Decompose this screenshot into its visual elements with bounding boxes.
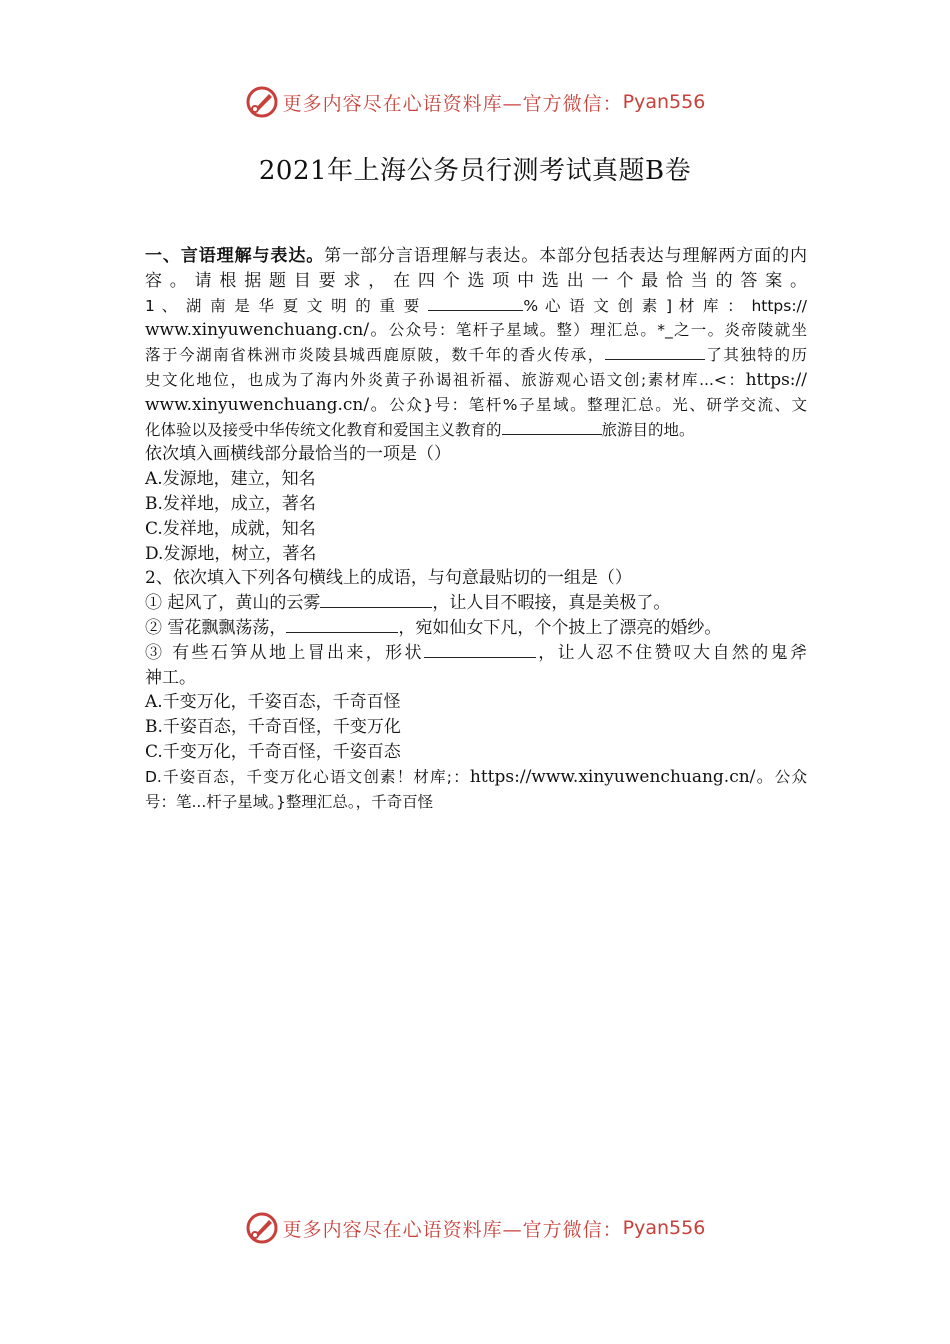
q1-line: 落于今湖南省株洲市炎陵县城西鹿原陂，数千年的香火传承， 了其独特的历 xyxy=(145,343,807,368)
fill-blank xyxy=(428,294,523,311)
q1-line: www.xinyuwenchuang.cn/。公众号：笔杆子星域。整）理汇总。*_之一。炎帝陵就坐 xyxy=(145,320,807,341)
brush-logo-icon xyxy=(245,1211,279,1245)
q1-option-b: B.发祥地，成立，著名 xyxy=(145,493,316,514)
q1-option-c: C.发祥地，成就，知名 xyxy=(145,518,316,539)
section-intro: 第一部分言语理解与表达。本部分包括表达与理解两方面的内容。请根据题目要求，在四个选项中选出一个最恰当的答案。 xyxy=(145,246,808,291)
document-body xyxy=(145,244,807,814)
section-heading: 一、言语理解与表达。 xyxy=(145,246,325,266)
q2-sentence-1: ① 起风了，黄山的云雾 ，让人目不暇接，真是美极了。 xyxy=(145,593,671,614)
banner-text: 更多内容尽在心语资料库—官方微信： xyxy=(282,92,623,115)
fill-blank xyxy=(320,591,432,608)
q2-sentence-3: ③ 有些石笋从地上冒出来，形状 ，让人忍不住赞叹大自然的鬼斧 xyxy=(145,642,808,663)
banner-text: 更多内容尽在心语资料库—官方微信： xyxy=(282,1218,623,1241)
q1-line: 史文化地位，也成为了海内外炎黄子孙谒祖祈福、旅游观心语文创;素材库...<：https:// xyxy=(145,369,807,390)
q2-sentence-3-cont: 神工。 xyxy=(145,667,196,688)
q2-option-c: C.千变万化，千奇百怪，千姿百态 xyxy=(145,741,401,762)
q1-option-a: A.发源地，建立，知名 xyxy=(145,469,316,490)
q1-option-d: D.发源地，树立，著名 xyxy=(145,543,317,564)
q2-sentence-2: ② 雪花飘飘荡荡， ，宛如仙女下凡，个个披上了漂亮的婚纱。 xyxy=(145,617,722,638)
fill-blank xyxy=(605,343,705,360)
banner-wechat-id: Pyan556 xyxy=(622,91,706,113)
banner-wechat-id: Pyan556 xyxy=(622,1217,706,1239)
fill-blank xyxy=(424,641,536,658)
q2-option-b: B.千姿百态，千奇百怪，千变万化 xyxy=(145,717,401,738)
q2-option-a: A.千变万化，千姿百态，千奇百怪 xyxy=(145,692,401,713)
q1-line: 化体验以及接受中华传统文化教育和爱国主义教育的 旅游目的地。 xyxy=(145,418,807,443)
q1-line: 1 、 湖 南 是 华 夏 文 明 的 重 要 % 心 语 文 创 素 ] 材 库 ： https:// xyxy=(145,294,807,319)
fill-blank xyxy=(502,418,602,435)
q1-prompt: 依次填入画横线部分最恰当的一项是（） xyxy=(145,444,451,465)
q2-prompt: 2、依次填入下列各句横线上的成语，与句意最贴切的一组是（） xyxy=(145,568,632,589)
footer-banner xyxy=(0,1208,950,1248)
fill-blank xyxy=(286,616,398,633)
page-title: 2021年上海公务员行测考试真题B卷 xyxy=(258,156,692,186)
q2-option-d-cont: 号：笔...杆子星域。}整理汇总。，千奇百怪 xyxy=(145,792,434,811)
q2-option-d: D.千姿百态，千变万化心语文创素！材库;：https://www.xinyuwenchuang.cn/。公众 xyxy=(145,766,807,787)
header-banner xyxy=(0,82,950,122)
brush-logo-icon xyxy=(245,85,279,119)
q1-line: www.xinyuwenchuang.cn/。公众}号：笔杆%子星域。整理汇总。光、研学交流、文 xyxy=(145,394,807,415)
section-intro-line xyxy=(145,244,807,294)
